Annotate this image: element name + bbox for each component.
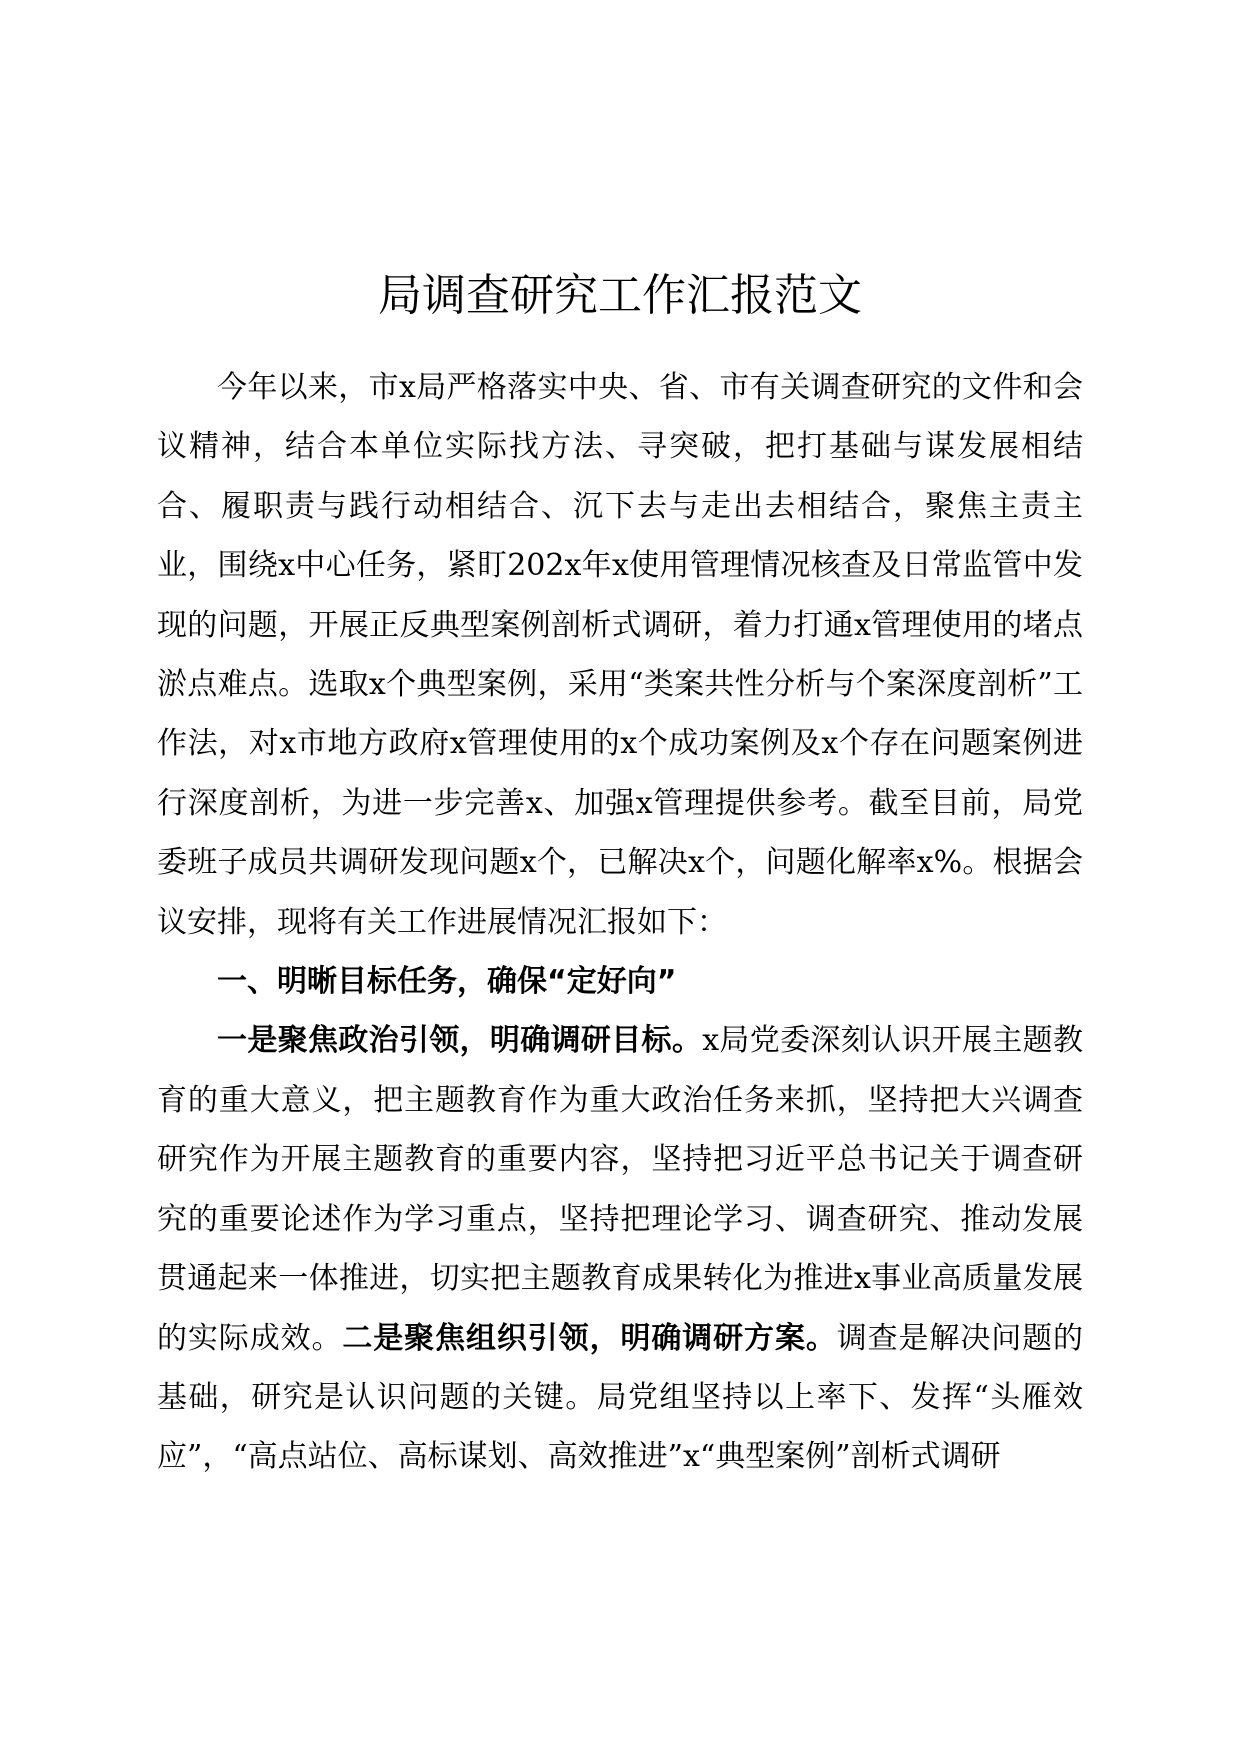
document-body: [157, 358, 1083, 1487]
section-1-paragraph: [157, 1011, 1083, 1486]
item-1-text: x局党委深刻认识开展主题教育的重大意义，把主题教育作为重大政治任务来抓，坚持把大兴调查研究作为开展主题教育的重要内容，坚持把习近平总书记关于调查研究的重要论述作为学习重点，坚持把理论学习、调查研究、推动发展贯通起来一体推进，切实把主题教育成果转化为推进x事业高质量发展的实际成效。: [157, 1023, 1083, 1356]
intro-paragraph: 今年以来，市x局严格落实中央、省、市有关调查研究的文件和会议精神，结合本单位实际找方法、寻突破，把打基础与谋发展相结合、履职责与践行动相结合、沉下去与走出去相结合，聚焦主责主业，围绕x中心任务，紧盯202x年x使用管理情况核查及日常监管中发现的问题，开展正反典型案例剖析式调研，着力打通x管理使用的堵点淤点难点。选取x个典型案例，采用“类案共性分析与个案深度剖析”工作法，对x市地方政府x管理使用的x个成功案例及x个存在问题案例进行深度剖析，为进一步完善x、加强x管理提供参考。截至目前，局党委班子成员共调研发现问题x个，已解决x个，问题化解率x%。根据会议安排，现将有关工作进展情况汇报如下：: [157, 370, 1083, 940]
item-2-text: 调查是解决问题的基础，研究是认识问题的关键。局党组坚持以上率下、发挥“头雁效应”，“高点站位、高标谋划、高效推进”x“典型案例”剖析式调研: [157, 1320, 1084, 1475]
item-2-lead: 二是聚焦组织引领，明确调研方案。: [342, 1320, 837, 1356]
item-1-lead: 一是聚焦政治引领，明确调研目标。: [217, 1023, 703, 1059]
document-title: 局调查研究工作汇报范文: [378, 270, 862, 321]
section-heading-1: 一、明晰目标任务，确保“定好向”: [217, 964, 677, 1000]
